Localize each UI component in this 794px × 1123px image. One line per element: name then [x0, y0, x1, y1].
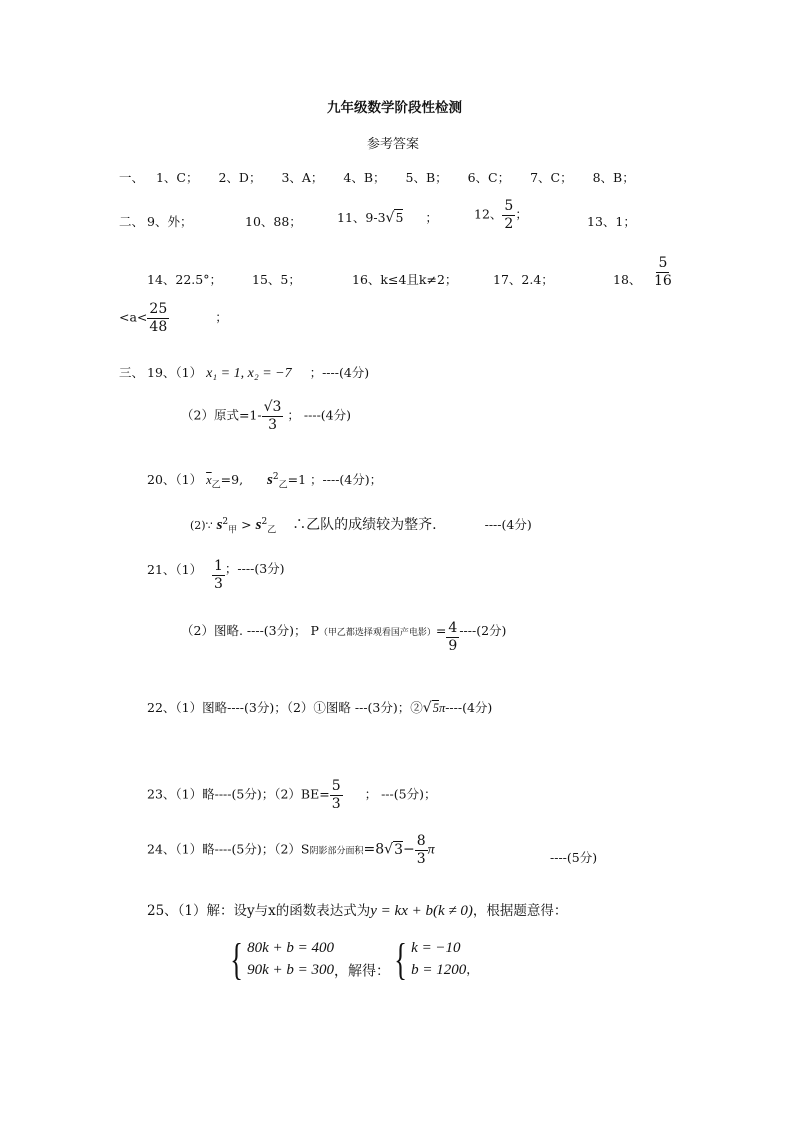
fraction-numerator: 1 [214, 558, 223, 574]
answer-13: 13、1； [587, 214, 636, 229]
q21-2-score: ----(2分) [459, 623, 507, 638]
answer-11: 11、9-3√5 ； [337, 210, 438, 226]
q25-text: 25、（1）解：设y与x的函数表达式为 [147, 903, 371, 919]
mean-value: =9, [220, 472, 244, 487]
part2-label: 二、 [119, 214, 145, 229]
q19-1 [147, 363, 369, 382]
q22-radicand: 5 [432, 701, 439, 715]
fraction-numerator: 5 [658, 255, 668, 271]
variance-subscript-b: 乙 [267, 525, 277, 536]
q24: 24、（1）略----(5分)；（2）S阴影部分面积=8√3− $\frac{8}{3}$ π [147, 833, 435, 867]
answer-15: 15、5； [252, 272, 301, 287]
fraction-numerator: 4 [448, 620, 458, 636]
answer-10: 10、88； [245, 214, 302, 229]
q22-text: 22、（1）图略----(3分)；（2）①图略 ---(3分)；② [147, 700, 423, 715]
fraction-denominator: 3 [268, 416, 277, 433]
q25-solve-label: ，解得： [334, 963, 391, 980]
variance-subscript: 乙 [278, 480, 288, 491]
answer-16: 16、k≤4且k≠2； [352, 272, 458, 287]
q25-end: ， [466, 961, 479, 977]
pi-symbol: π [438, 701, 446, 715]
fraction-denominator: 48 [149, 318, 168, 335]
variance-symbol: s [267, 472, 273, 488]
q24-radicand: 3 [394, 841, 403, 858]
q19-1-prefix: 19、（1） [147, 365, 203, 380]
fraction-denominator: 3 [416, 850, 426, 867]
variance-symbol-a: s [216, 517, 223, 533]
q24-subscript: 阴影部分面积 [309, 846, 364, 857]
q20-2 [190, 514, 532, 536]
equation-1: 80k + b = 400 [247, 940, 335, 957]
greater-than: > [241, 517, 252, 532]
answer-3: 3、A； [281, 170, 324, 185]
q19-2-score: ； ----(4分) [287, 407, 351, 423]
q21-1-prefix: 21、（1） [147, 562, 203, 577]
answer-18-prefix: 18、 [613, 272, 642, 287]
q20-2-prefix: (2)∵ [190, 519, 213, 532]
variance-subscript-a: 甲 [228, 525, 238, 536]
answer-18-suffix: ； [215, 309, 228, 325]
fraction-denominator: 3 [214, 575, 223, 592]
q20-1 [147, 470, 382, 491]
answer-5: 5、B； [405, 170, 448, 185]
variance-symbol-b: s [255, 517, 262, 533]
left-brace-icon: { [394, 935, 407, 984]
q20-2-conclusion: ∴乙队的成绩较为整齐. [292, 517, 437, 533]
answer-18-middle: <a< [119, 309, 148, 325]
q19-2 [181, 400, 351, 432]
variance-superscript: 2 [272, 471, 279, 482]
q23-prefix: 23、（1）略----(5分)；（2）BE= [147, 786, 330, 802]
q25-function: y = kx + b(k ≠ 0) [370, 903, 473, 919]
variance-superscript-b: 2 [261, 516, 268, 527]
q24-minus: − [402, 841, 415, 858]
part1-label: 一、 [119, 170, 145, 185]
q21-1-score: ；----(3分) [224, 561, 285, 576]
answer-6: 6、C； [467, 170, 511, 185]
part3-label: 三、 [119, 365, 145, 380]
answer-8: 8、B； [592, 170, 635, 185]
answer-2: 2、D； [218, 170, 262, 185]
fraction-denominator: 9 [448, 637, 458, 654]
mean-subscript: 乙 [211, 480, 221, 491]
solution-b: b = 1200 [411, 962, 467, 978]
page-subtitle: 参考答案 [367, 137, 420, 152]
fraction-denominator: 2 [504, 215, 514, 232]
answer-17: 17、2.4； [493, 272, 554, 287]
q19-1-score: ；----(4分) [309, 365, 370, 380]
q23 [147, 779, 436, 811]
fraction-numerator: √3 [263, 399, 282, 415]
answer-7: 7、C； [530, 170, 573, 185]
pi-symbol: π [427, 842, 435, 858]
part1-row [119, 168, 635, 186]
answer-12-prefix: 12、 [474, 206, 503, 222]
q24-score: ----(5分) [550, 850, 598, 865]
q24-prefix: 24、（1）略----(5分)；（2）S [147, 841, 310, 857]
q21-1 [147, 560, 202, 578]
solution-k: k = −10 [411, 940, 461, 957]
fraction-denominator: 16 [654, 272, 672, 289]
q20-1-score: =1 ；----(4分)； [287, 472, 383, 487]
equation-2: 90k + b = 300 [247, 962, 335, 978]
fraction-numerator: 8 [416, 833, 426, 849]
q21-1-answer [212, 559, 285, 591]
answer-18-cont [119, 302, 228, 334]
fraction-numerator: 25 [149, 301, 168, 317]
mean-symbol: $\overline{x}$ [206, 473, 212, 487]
q20-2-score: ----(4分) [484, 517, 532, 532]
q21-2-prefix: （2）图略. ----(3分)； P [181, 623, 319, 638]
q22: 22、（1）图略----(3分)；（2）①图略 ---(3分)；②√5π----(4分) [147, 700, 493, 716]
answer-12-suffix: ； [515, 206, 528, 222]
answer-9: 9、外； [147, 214, 193, 229]
q25-line1 [147, 899, 567, 920]
q19-1-roots: x₁ = 1, x₂ = −7 [206, 366, 292, 381]
answer-1: 1、C； [155, 170, 199, 185]
equals-sign: = [435, 623, 447, 638]
q22-score: ----(4分) [445, 700, 493, 715]
q21-2-event: （甲乙都选择观看国产电影） [318, 628, 436, 638]
answer-4: 4、B； [343, 170, 386, 185]
q21-2 [181, 621, 506, 653]
fraction-denominator: 3 [331, 795, 341, 812]
answer-11-prefix: 11、9-3 [337, 210, 386, 225]
variance-superscript-a: 2 [222, 516, 229, 527]
answer-18-frac1 [652, 256, 674, 288]
q19-2-prefix: （2）原式=1- [181, 407, 262, 423]
fraction-numerator: 5 [331, 778, 341, 794]
q25-tail: ，根据题意得： [472, 903, 568, 919]
answer-12 [474, 199, 528, 231]
page-title: 九年级数学阶段性检测 [327, 100, 462, 116]
q23-score: ； ---(5分)； [364, 786, 437, 802]
q24-equals: =8 [363, 841, 385, 858]
answer-11-radicand: 5 [395, 210, 404, 225]
fraction-numerator: 5 [504, 198, 514, 214]
q20-1-prefix: 20、（1） [147, 472, 203, 487]
left-brace-icon: { [230, 935, 243, 984]
answer-11-suffix: ； [425, 210, 438, 225]
answer-14: 14、22.5°； [147, 272, 222, 287]
q25-system [226, 935, 479, 984]
